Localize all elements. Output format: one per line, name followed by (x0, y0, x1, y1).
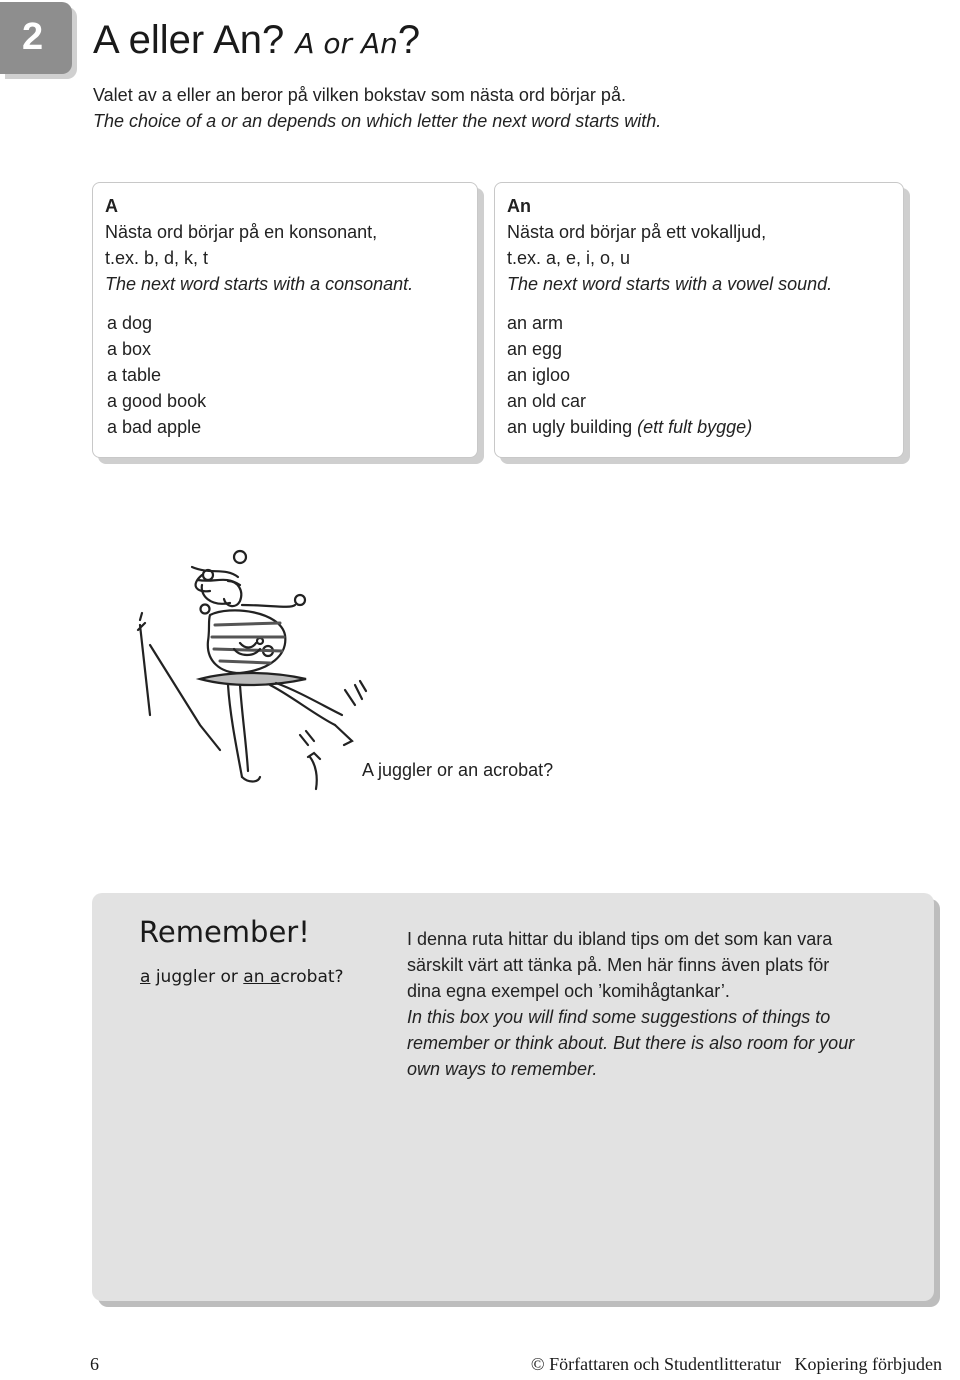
remember-sv-line: särskilt värt att tänka på. Men här finns även plats för (407, 955, 830, 975)
remember-text (407, 926, 907, 1082)
card-a-heading: A (105, 196, 118, 216)
card-an-examples (507, 310, 891, 440)
illustration-caption: A juggler or an acrobat? (362, 760, 554, 780)
remember-en-line: remember or think about. But there is also room for your (407, 1033, 855, 1053)
example-juggler: juggler or (150, 967, 244, 987)
card-an-rule-line1: Nästa ord börjar på ett vokalljud, (507, 222, 767, 242)
intro (93, 82, 661, 134)
example-item: an old car (507, 391, 587, 411)
remember-box (92, 893, 934, 1301)
remember-en-line: In this box you will find some suggestions of things to (407, 1007, 831, 1027)
intro-english: The choice of a or an depends on which letter the next word starts with. (93, 111, 662, 131)
card-a-rule-english: The next word starts with a consonant. (105, 274, 414, 294)
rule-card-a (92, 182, 478, 458)
remember-sv-line: I denna ruta hittar du ibland tips om det som kan vara (407, 929, 833, 949)
remember-sv-line: dina egna exempel och ’komihågtankar’. (407, 981, 730, 1001)
example-item: a bad apple (107, 417, 202, 437)
example-item: an arm (507, 313, 564, 333)
card-an-heading: An (507, 196, 531, 216)
card-an-rule-english: The next word starts with a vowel sound. (507, 274, 833, 294)
juggler-illustration (130, 545, 370, 805)
remember-example (140, 967, 344, 987)
example-item: a dog (107, 313, 153, 333)
card-a-rule-line1: Nästa ord börjar på en konsonant, (105, 222, 378, 242)
copyright-notice: © Författaren och Studentlitteratur Kopiering förbjuden (530, 1354, 942, 1374)
remember-title: Remember! (139, 915, 310, 949)
example-item: a table (107, 365, 162, 385)
example-item: an egg (507, 339, 563, 359)
remember-en-line: own ways to remember. (407, 1059, 598, 1079)
chapter-number: 2 (22, 16, 44, 58)
page-footer (0, 1354, 960, 1378)
title-question-mark: ? (397, 18, 421, 62)
example-acrobat: crobat? (280, 967, 344, 987)
page-title (93, 18, 420, 63)
page-number: 6 (90, 1354, 99, 1374)
example-item (507, 414, 891, 440)
example-article-an: an (243, 967, 265, 987)
example-text: an ugly building (507, 417, 633, 437)
title-english: A or An (295, 27, 398, 60)
rule-card-an (494, 182, 904, 458)
example-note: (ett fult bygge) (637, 417, 753, 437)
example-item: a box (107, 339, 152, 359)
example-article-a: a (140, 967, 151, 987)
example-item: an igloo (507, 365, 571, 385)
title-main: A eller An? (93, 18, 285, 62)
example-item: a good book (107, 391, 207, 411)
intro-swedish: Valet av a eller an beror på vilken bokstav som nästa ord börjar på. (93, 85, 626, 105)
chapter-tab (0, 2, 72, 74)
example-vowel: a (264, 967, 281, 987)
card-a-rule-line2: t.ex. b, d, k, t (105, 248, 209, 268)
card-an-rule-line2: t.ex. a, e, i, o, u (507, 248, 631, 268)
card-a-examples (105, 310, 465, 440)
